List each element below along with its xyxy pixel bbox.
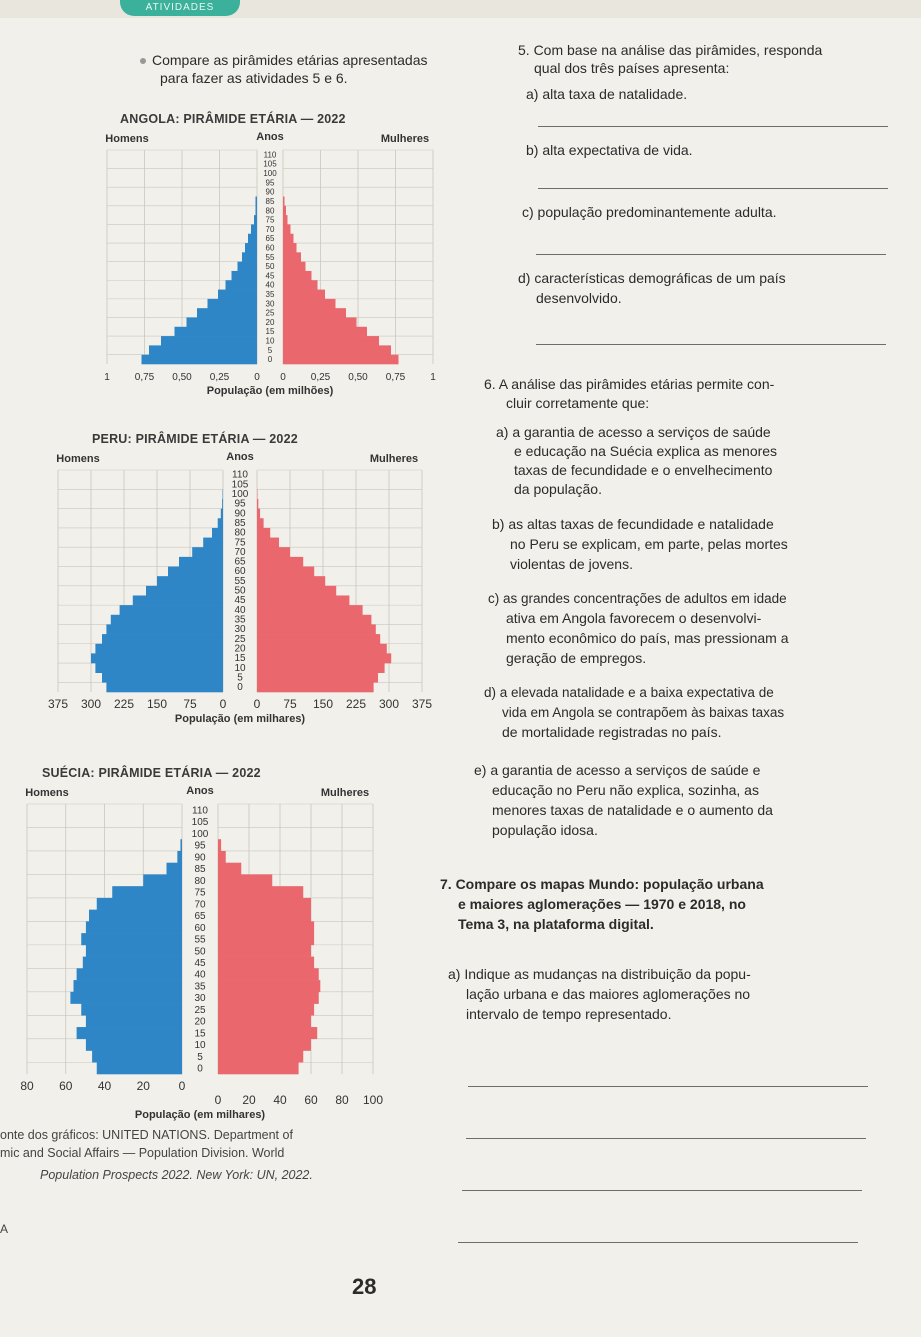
female-bar: [218, 1062, 299, 1074]
q6-option-a-1: a) a garantia de acesso a serviços de saúde: [496, 424, 771, 440]
age-tick-label: 25: [265, 308, 275, 318]
age-tick-label: 5: [197, 1051, 203, 1063]
age-tick-label: 95: [194, 840, 206, 852]
female-x-tick-label: 150: [312, 697, 334, 711]
age-tick-label: 50: [265, 262, 275, 272]
section-badge-label: ATIVIDADES: [145, 2, 215, 13]
male-bar: [222, 499, 223, 509]
male-x-tick-label: 0,75: [134, 372, 155, 383]
female-bar: [218, 933, 314, 945]
age-tick-label: 60: [265, 243, 275, 253]
female-bar: [283, 197, 285, 207]
female-x-tick-label: 0: [214, 1093, 222, 1107]
q7-answer-line-3[interactable]: [462, 1190, 862, 1191]
male-bar: [83, 957, 182, 969]
female-x-tick-label: 0,50: [348, 372, 368, 383]
q7-option-a-2: lação urbana e das maiores aglomerações no: [466, 986, 751, 1002]
female-bar: [283, 345, 391, 355]
age-tick-label: 70: [194, 899, 206, 911]
age-header-label: Anos: [186, 785, 214, 797]
male-bar: [86, 1039, 182, 1051]
female-bar: [257, 682, 374, 692]
female-bar: [283, 308, 346, 318]
female-bar: [283, 206, 286, 216]
male-header-label: Homens: [25, 787, 69, 799]
male-bar: [177, 851, 182, 863]
female-bar: [257, 605, 363, 615]
male-bar: [81, 1004, 182, 1016]
female-bar: [218, 910, 311, 922]
chart-title-peru: PERU: PIRÂMIDE ETÁRIA — 2022: [92, 432, 298, 446]
female-bar: [283, 317, 357, 327]
q6-option-a-2: e educação na Suécia explica as menores: [514, 443, 778, 459]
q6-option-a-4: da população.: [514, 481, 602, 497]
female-bar: [218, 980, 320, 992]
female-bar: [283, 271, 312, 281]
q7-option-a-3: intervalo de tempo representado.: [466, 1006, 672, 1022]
age-tick-label: 60: [194, 922, 206, 934]
male-bar: [112, 886, 182, 898]
female-x-tick-label: 0,75: [385, 372, 406, 383]
female-bar: [283, 290, 325, 300]
q5-stem-1: 5. Com base na análise das pirâmides, responda: [518, 42, 823, 58]
x-axis-label: População (em milhões): [206, 385, 334, 397]
female-bar: [218, 945, 311, 957]
age-tick-label: 80: [234, 527, 246, 539]
section-badge: [120, 0, 240, 16]
female-bar: [257, 653, 391, 663]
female-bar: [218, 1004, 314, 1016]
age-tick-label: 5: [267, 345, 273, 355]
female-bar: [257, 557, 303, 567]
female-bar: [218, 992, 319, 1004]
male-bar: [142, 355, 258, 365]
male-x-tick-label: 0,25: [209, 372, 230, 383]
q5-option-a: a) alta taxa de natalidade.: [526, 86, 688, 102]
age-tick-label: 55: [234, 575, 246, 587]
q7-option-a-1: a) Indique as mudanças na distribuição da popu-: [448, 966, 751, 982]
female-bar: [218, 863, 241, 875]
male-bar: [197, 308, 257, 318]
female-bar: [283, 327, 367, 337]
male-bar: [203, 538, 223, 548]
suecia-pyramid-chart: [0, 782, 400, 1124]
female-bar: [218, 1039, 311, 1051]
age-tick-label: 100: [263, 169, 277, 179]
female-bar: [257, 538, 279, 548]
q5-answer-line-d[interactable]: [536, 344, 886, 345]
q7-stem-2: e maiores aglomerações — 1970 e 2018, no: [458, 896, 746, 912]
male-bar: [149, 345, 257, 355]
age-tick-label: 85: [234, 517, 246, 529]
female-bar: [283, 224, 291, 234]
male-bar: [161, 336, 257, 346]
age-tick-label: 20: [265, 317, 275, 327]
male-bar: [143, 874, 182, 886]
male-bar: [180, 839, 182, 851]
male-bar: [218, 290, 257, 300]
age-tick-label: 15: [194, 1028, 206, 1040]
female-x-tick-label: 300: [378, 697, 400, 711]
female-bar: [257, 663, 385, 673]
female-bar: [257, 586, 336, 596]
male-bar: [70, 992, 182, 1004]
male-bar: [175, 327, 258, 337]
male-bar: [254, 215, 257, 225]
q6-option-d-3: de mortalidade registradas no país.: [502, 724, 722, 740]
age-tick-label: 45: [194, 958, 206, 969]
male-bar: [168, 567, 223, 577]
female-bar: [218, 839, 221, 851]
q6-stem-2: cluir corretamente que:: [506, 395, 650, 411]
q7-answer-line-4[interactable]: [458, 1242, 858, 1243]
female-bar: [218, 921, 314, 933]
age-tick-label: 20: [194, 1016, 206, 1028]
age-tick-label: 50: [234, 585, 246, 597]
female-x-tick-label: 100: [362, 1093, 384, 1107]
age-tick-label: 75: [234, 537, 246, 549]
male-bar: [167, 863, 183, 875]
q7-stem-1: 7. Compare os mapas Mundo: população urbana: [440, 876, 764, 892]
male-bar: [242, 252, 257, 262]
male-bar: [86, 945, 182, 957]
male-x-tick-label: 75: [183, 697, 197, 711]
male-bar: [86, 921, 182, 933]
male-x-tick-label: 225: [113, 697, 135, 711]
age-tick-label: 25: [194, 1004, 206, 1016]
q6-option-c-2: ativa em Angola favorecem o desenvolvi-: [506, 610, 762, 626]
male-x-tick-label: 40: [97, 1079, 112, 1093]
q5-option-b: b) alta expectativa de vida.: [526, 142, 693, 158]
male-bar: [192, 547, 223, 557]
female-bar: [257, 567, 314, 577]
q6-option-e-4: população idosa.: [492, 822, 598, 838]
age-tick-label: 15: [265, 327, 275, 337]
age-tick-label: 0: [237, 682, 243, 694]
female-bar: [283, 234, 294, 244]
male-bar: [208, 299, 258, 309]
age-tick-label: 35: [234, 614, 246, 626]
male-bar: [146, 586, 223, 596]
female-x-tick-label: 40: [273, 1093, 287, 1107]
female-bar: [257, 509, 260, 519]
age-tick-label: 80: [194, 875, 206, 887]
q5-option-d-2: desenvolvido.: [536, 290, 622, 306]
age-tick-label: 15: [234, 653, 246, 665]
age-tick-label: 45: [265, 271, 275, 281]
q6-option-d-1: d) a elevada natalidade e a baixa expectativa de: [484, 685, 774, 700]
q5-answer-line-a[interactable]: [538, 126, 888, 127]
female-x-tick-label: 20: [242, 1093, 256, 1107]
intro-line-2: para fazer as atividades 5 e 6.: [160, 70, 348, 86]
male-bar: [218, 518, 223, 528]
female-bar: [257, 518, 264, 528]
female-x-tick-label: 80: [335, 1093, 349, 1107]
female-header-label: Mulheres: [380, 133, 430, 145]
age-tick-label: 110: [232, 469, 248, 481]
female-bar: [257, 615, 371, 625]
male-bar: [111, 615, 223, 625]
q5-stem-2: qual dos três países apresenta:: [534, 60, 730, 76]
female-bar: [283, 243, 297, 253]
q7-answer-line-1[interactable]: [468, 1086, 868, 1087]
x-axis-label: População (em milhares): [134, 1109, 266, 1121]
male-x-tick-label: 0,50: [172, 372, 192, 383]
q6-option-c-4: geração de empregos.: [506, 650, 647, 666]
male-bar: [251, 224, 257, 234]
age-tick-label: 20: [234, 643, 246, 655]
male-bar: [91, 653, 223, 663]
male-bar: [157, 576, 223, 586]
female-bar: [257, 528, 270, 538]
age-header-label: Anos: [226, 451, 254, 463]
age-tick-label: 55: [265, 252, 275, 262]
chart-title-angola: ANGOLA: PIRÂMIDE ETÁRIA — 2022: [120, 112, 346, 126]
male-bar: [120, 605, 223, 615]
female-x-tick-label: 60: [304, 1093, 318, 1107]
male-bar: [97, 1062, 182, 1074]
male-bar: [232, 271, 258, 281]
peru-pyramid-chart: [40, 448, 440, 738]
female-header-label: Mulheres: [369, 453, 419, 465]
age-tick-label: 50: [194, 946, 206, 958]
age-tick-label: 70: [234, 546, 246, 558]
age-tick-label: 30: [194, 993, 206, 1005]
q5-answer-line-c[interactable]: [536, 254, 886, 255]
intro-line-1: [140, 52, 427, 69]
male-x-tick-label: 60: [59, 1079, 73, 1093]
female-bar: [218, 968, 319, 980]
female-bar: [218, 886, 303, 898]
age-tick-label: 40: [234, 604, 246, 616]
female-bar: [257, 634, 380, 644]
age-tick-label: 0: [267, 355, 273, 365]
q6-option-b-2: no Peru se explicam, em parte, pelas mortes: [510, 536, 788, 552]
age-tick-label: 90: [194, 852, 206, 864]
age-tick-label: 35: [265, 290, 275, 300]
male-bar: [106, 682, 223, 692]
female-bar: [257, 595, 349, 605]
male-x-tick-label: 0: [178, 1079, 186, 1093]
age-tick-label: 40: [265, 280, 275, 290]
age-tick-label: 105: [231, 479, 249, 491]
male-bar: [77, 968, 182, 980]
age-tick-label: 65: [265, 234, 275, 244]
male-x-tick-label: 150: [146, 697, 168, 711]
age-tick-label: 110: [263, 150, 277, 160]
age-tick-label: 30: [234, 624, 246, 636]
q7-answer-line-2[interactable]: [466, 1138, 866, 1139]
female-header-label: Mulheres: [320, 787, 370, 799]
female-bar: [218, 1027, 317, 1039]
chart-title-suecia: SUÉCIA: PIRÂMIDE ETÁRIA — 2022: [42, 766, 261, 780]
age-tick-label: 85: [265, 196, 275, 206]
age-tick-label: 40: [194, 969, 206, 981]
female-bar: [283, 280, 318, 290]
bullet-icon: [140, 58, 146, 64]
male-x-tick-label: 0: [219, 697, 227, 711]
q7-stem-3: Tema 3, na plataforma digital.: [458, 916, 654, 932]
age-tick-label: 80: [265, 206, 275, 216]
male-bar: [212, 528, 223, 538]
female-x-tick-label: 0,25: [310, 372, 331, 383]
age-header-label: Anos: [256, 131, 284, 143]
male-bar: [74, 980, 183, 992]
male-bar: [89, 910, 182, 922]
male-bar: [95, 663, 223, 673]
age-tick-label: 90: [265, 187, 275, 197]
age-tick-label: 45: [234, 595, 246, 607]
q6-option-e-3: menores taxas de natalidade e o aumento da: [492, 802, 773, 818]
male-bar: [256, 197, 258, 207]
age-tick-label: 0: [197, 1063, 203, 1075]
male-bar: [226, 280, 258, 290]
age-tick-label: 105: [263, 159, 277, 169]
female-x-tick-label: 0: [253, 697, 261, 711]
age-tick-label: 65: [234, 556, 246, 568]
age-tick-label: 85: [194, 864, 206, 876]
age-tick-label: 75: [265, 215, 275, 225]
male-bar: [86, 1015, 182, 1027]
female-bar: [218, 851, 226, 863]
male-bar: [245, 243, 257, 253]
q6-option-e-1: e) a garantia de acesso a serviços de saúde e: [474, 762, 761, 778]
male-bar: [102, 634, 223, 644]
male-x-tick-label: 20: [136, 1079, 150, 1093]
female-x-tick-label: 375: [411, 697, 433, 711]
female-x-tick-label: 75: [283, 697, 297, 711]
female-bar: [218, 957, 314, 969]
q6-option-b-3: violentas de jovens.: [510, 556, 633, 572]
age-tick-label: 90: [234, 508, 246, 520]
age-tick-label: 25: [234, 633, 246, 645]
male-bar: [95, 644, 223, 654]
female-bar: [283, 355, 399, 365]
q6-option-b-1: b) as altas taxas de fecundidade e natalidade: [492, 516, 774, 532]
q6-option-a-3: taxas de fecundidade e o envelhecimento: [514, 462, 773, 478]
age-tick-label: 10: [194, 1040, 206, 1052]
x-axis-label: População (em milhares): [174, 713, 306, 725]
male-header-label: Homens: [105, 133, 149, 145]
male-bar: [179, 557, 223, 567]
age-tick-label: 100: [191, 828, 209, 840]
female-bar: [218, 1051, 303, 1063]
female-bar: [283, 262, 306, 272]
page-number: 28: [352, 1274, 377, 1299]
age-tick-label: 95: [265, 178, 275, 188]
female-bar: [257, 576, 325, 586]
female-bar: [218, 874, 272, 886]
male-bar: [102, 673, 223, 683]
female-x-tick-label: 1: [430, 372, 436, 383]
male-bar: [81, 933, 182, 945]
male-bar: [92, 1051, 182, 1063]
male-x-tick-label: 0: [254, 372, 260, 383]
q5-option-c: c) população predominantemente adulta.: [522, 204, 777, 220]
male-bar: [187, 317, 258, 327]
female-bar: [257, 673, 378, 683]
age-tick-label: 5: [237, 672, 243, 684]
male-bar: [97, 898, 182, 910]
male-x-tick-label: 1: [104, 372, 110, 383]
male-bar: [77, 1027, 182, 1039]
age-tick-label: 65: [194, 911, 206, 923]
age-tick-label: 10: [265, 336, 275, 346]
male-bar: [238, 262, 258, 272]
q6-option-e-2: educação no Peru não explica, sozinha, as: [492, 782, 759, 798]
female-bar: [283, 336, 379, 346]
female-x-tick-label: 0: [280, 372, 286, 383]
male-bar: [256, 206, 258, 216]
female-bar: [283, 215, 288, 225]
age-tick-label: 105: [191, 817, 209, 829]
corner-letter: A: [0, 1222, 9, 1236]
age-tick-label: 30: [265, 299, 275, 309]
q5-option-d-1: d) características demográficas de um país: [518, 270, 786, 286]
source-line-3: Population Prospects 2022. New York: UN, 2022.: [40, 1168, 313, 1182]
intro-text-1: Compare as pirâmides etárias apresentadas: [152, 52, 428, 68]
female-bar: [283, 299, 336, 309]
q6-option-c-3: mento econômico do país, mas pressionam a: [506, 630, 789, 646]
male-bar: [133, 595, 223, 605]
male-x-tick-label: 375: [47, 697, 69, 711]
male-bar: [248, 234, 257, 244]
angola-pyramid-chart: [80, 128, 460, 397]
age-tick-label: 60: [234, 566, 246, 578]
female-bar: [218, 898, 311, 910]
female-bar: [257, 499, 258, 509]
q5-answer-line-b[interactable]: [538, 188, 888, 189]
male-bar: [106, 624, 223, 634]
age-tick-label: 35: [194, 981, 206, 993]
female-bar: [218, 1015, 311, 1027]
age-tick-label: 75: [194, 887, 206, 899]
age-tick-label: 110: [192, 805, 208, 817]
age-tick-label: 10: [234, 662, 246, 674]
female-x-tick-label: 225: [345, 697, 367, 711]
female-bar: [283, 252, 301, 262]
q6-option-d-2: vida em Angola se contrapõem às baixas taxas: [502, 705, 785, 720]
female-bar: [257, 547, 290, 557]
male-x-tick-label: 300: [80, 697, 102, 711]
female-bar: [257, 624, 376, 634]
age-tick-label: 95: [234, 498, 246, 510]
q6-option-c-1: c) as grandes concentrações de adultos em idade: [488, 591, 787, 606]
male-x-tick-label: 80: [20, 1079, 34, 1093]
male-bar: [221, 509, 223, 519]
source-line-2: mic and Social Affairs — Population Division. World: [0, 1146, 285, 1160]
age-tick-label: 55: [194, 934, 206, 946]
age-tick-label: 100: [231, 489, 249, 501]
source-line-1: onte dos gráficos: UNITED NATIONS. Department of: [0, 1128, 293, 1142]
q6-stem-1: 6. A análise das pirâmides etárias permite con-: [484, 376, 775, 392]
male-header-label: Homens: [56, 453, 100, 465]
female-bar: [257, 644, 387, 654]
age-tick-label: 70: [265, 224, 275, 234]
